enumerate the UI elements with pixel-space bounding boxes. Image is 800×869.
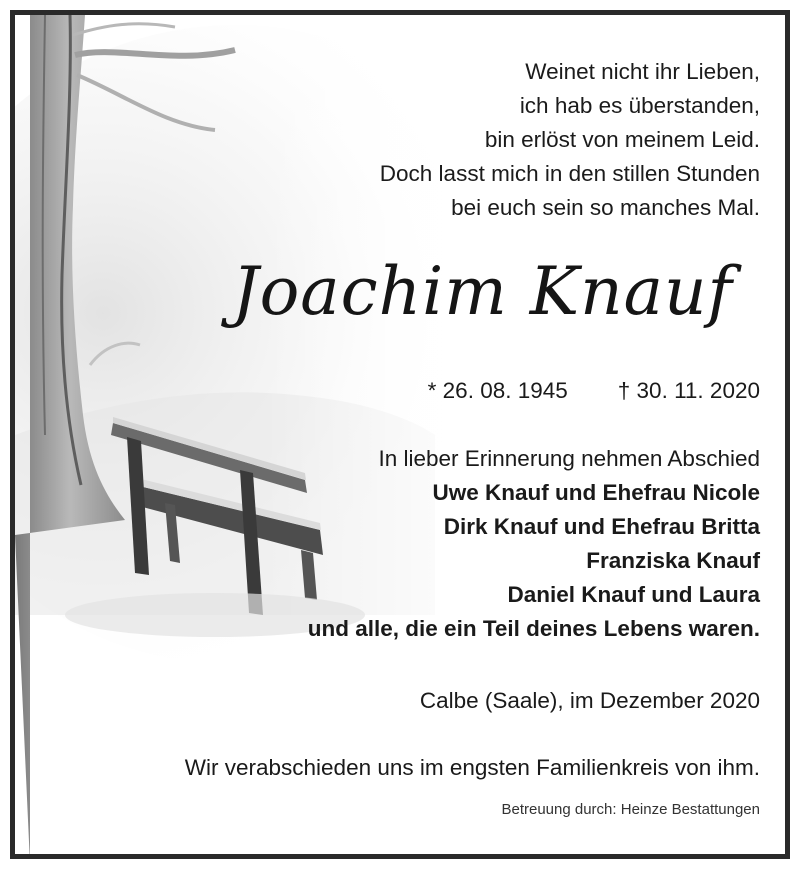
mourner: Uwe Knauf und Ehefrau Nicole xyxy=(432,480,760,505)
mourner: und alle, die ein Teil deines Lebens waren. xyxy=(307,616,760,641)
deceased-name: Joachim Knauf xyxy=(232,253,733,330)
obituary-notice xyxy=(10,10,790,859)
farewell-note: Wir verabschieden uns im engsten Familienkreis von ihm. xyxy=(184,755,760,780)
undertaker-credit: Betreuung durch: Heinze Bestattungen xyxy=(501,801,760,818)
mourners-list xyxy=(308,476,760,646)
life-dates xyxy=(428,375,760,407)
poem-line: bei euch sein so manches Mal. xyxy=(451,195,760,220)
poem-line: ich hab es überstanden, xyxy=(519,93,760,118)
death-date: † 30. 11. 2020 xyxy=(617,378,760,403)
mourning-intro: In lieber Erinnerung nehmen Abschied xyxy=(378,446,760,471)
poem xyxy=(380,55,760,225)
poem-line: Weinet nicht ihr Lieben, xyxy=(525,59,760,84)
mourner: Dirk Knauf und Ehefrau Britta xyxy=(443,514,760,539)
birth-date: * 26. 08. 1945 xyxy=(427,378,568,403)
poem-line: Doch lasst mich in den stillen Stunden xyxy=(379,161,760,186)
mourner: Daniel Knauf und Laura xyxy=(507,582,760,607)
poem-line: bin erlöst von meinem Leid. xyxy=(484,127,760,152)
place-and-date: Calbe (Saale), im Dezember 2020 xyxy=(419,688,760,713)
mourner: Franziska Knauf xyxy=(586,548,760,573)
